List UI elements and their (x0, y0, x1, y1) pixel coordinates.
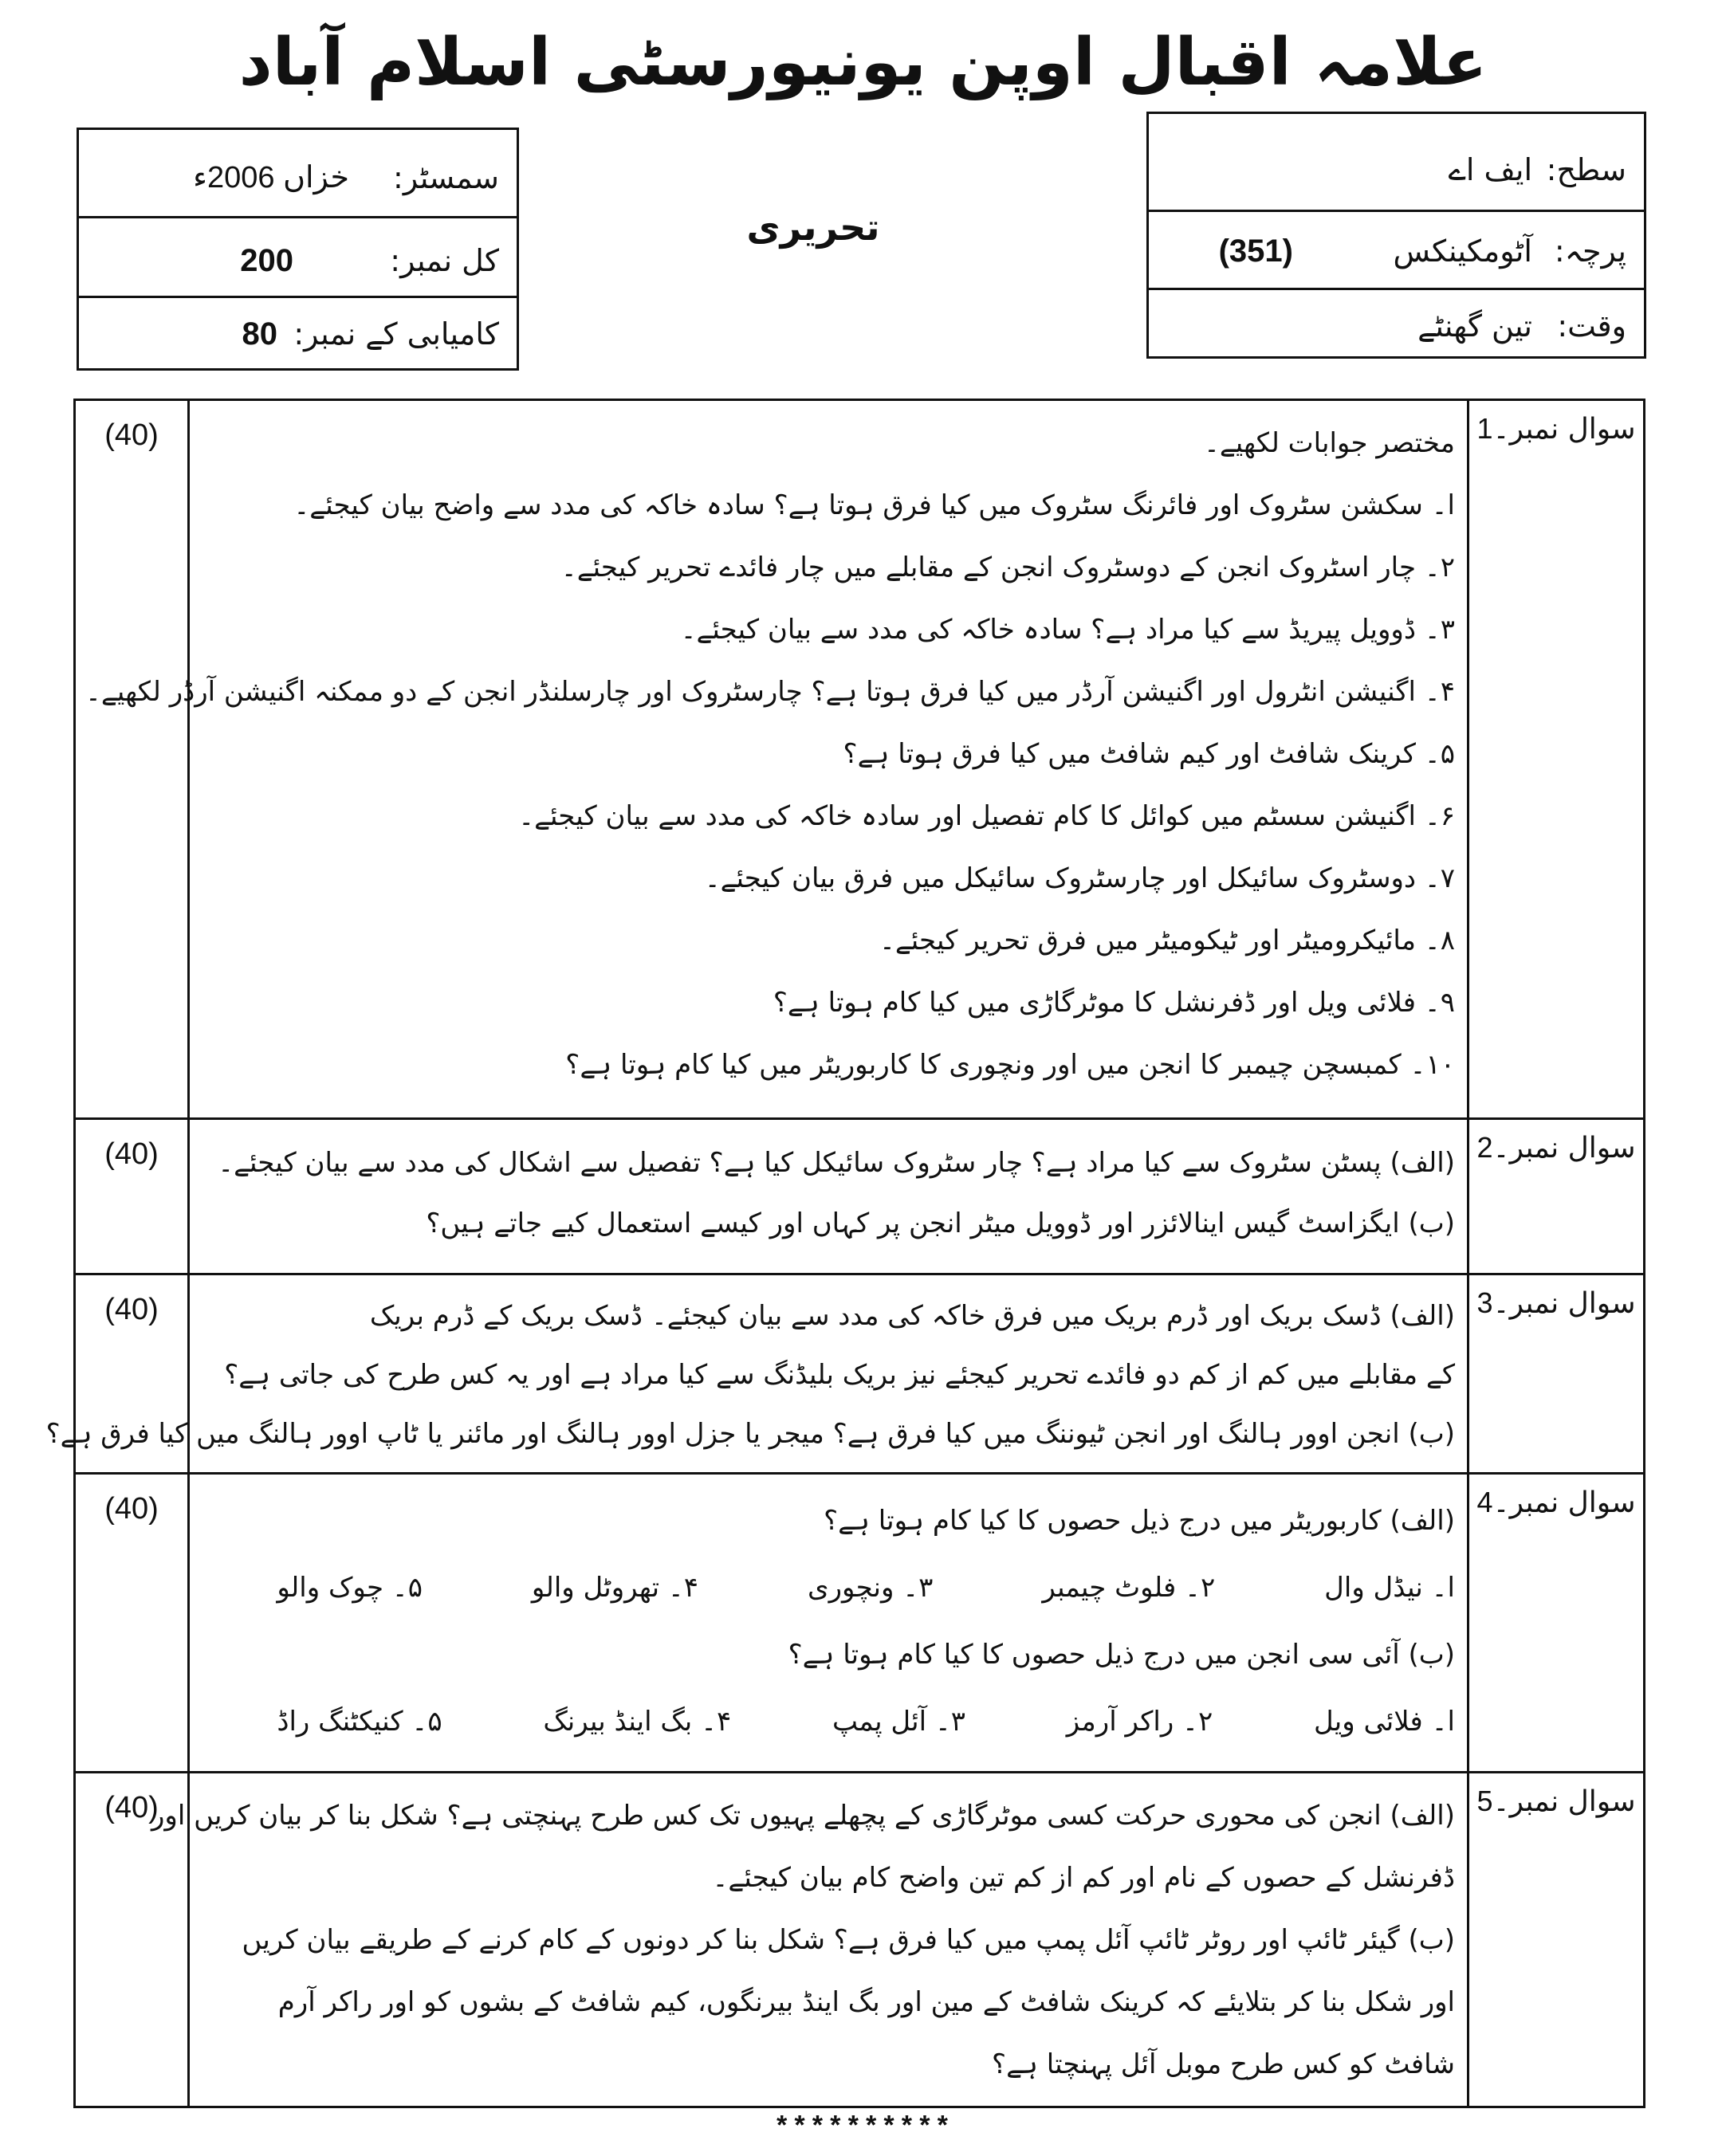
semester-label: سمسٹر: (393, 160, 499, 195)
end-of-paper-stars: ********** (773, 2114, 953, 2144)
question-label-text: سوال نمبر۔ (1492, 1785, 1636, 1818)
pass-marks-row (79, 310, 517, 366)
question-number: 2 (1476, 1131, 1493, 1164)
paper-code: (351) (1218, 234, 1293, 269)
question-label (1469, 412, 1643, 446)
sub-question: ۴۔ اگنیشن انٹرول اور اگنیشن آرڈر میں کیا فرق ہوتا ہے؟ چارسٹروک اور چارسلنڈر انجن کے دو ممکنہ اگنیشن آرڈر لکھیے۔ (85, 676, 1455, 708)
question-body (151, 1785, 1455, 2095)
time-row (1149, 302, 1644, 358)
question-label (1469, 1131, 1643, 1164)
question-row-3 (45, 1275, 1643, 1475)
paper-label: پرچہ: (1554, 234, 1626, 269)
question-marks: (40) (104, 1791, 159, 1824)
pass-marks-label: کامیابی کے نمبر: (293, 316, 499, 351)
option-item: ۴۔ بگ اینڈ بیرنگ (543, 1706, 732, 1738)
sub-question: ا۔ سکشن سٹروک اور فائرنگ سٹروک میں کیا فرق ہوتا ہے؟ سادہ خاکہ کی مدد سے واضح بیان کیجئے۔ (293, 489, 1455, 521)
sub-question: ۵۔ کرینک شافٹ اور کیم شافٹ میں کیا فرق ہوتا ہے؟ (843, 738, 1455, 770)
semester-value: خزاں 2006ء (193, 161, 349, 194)
sub-question: (الف) ڈسک بریک اور ڈرم بریک میں فرق خاکہ کی مدد سے بیان کیجئے۔ ڈسک بریک کے ڈرم بریک (369, 1300, 1455, 1332)
question-body (202, 1487, 1455, 1755)
option-item: ۲۔ فلوٹ چیمبر (1042, 1572, 1216, 1604)
question-marks: (40) (104, 1293, 159, 1326)
sub-question: (ب) آئی سی انجن میں درج ذیل حصوں کا کیا کام ہوتا ہے؟ (788, 1639, 1455, 1671)
question-body (202, 1133, 1455, 1254)
sub-question: (ب) انجن اوور ہالنگ اور انجن ٹیوننگ میں کیا فرق ہے؟ میجر یا جزل اوور ہالنگ اور مائنر یا ٹاپ اوور ہالنگ میں کیا فرق ہے؟ (45, 1418, 1455, 1450)
level-label: سطح: (1546, 152, 1626, 187)
sub-question: (الف) کاربوریٹر میں درج ذیل حصوں کا کیا کام ہوتا ہے؟ (824, 1505, 1455, 1537)
question-marks: (40) (104, 418, 159, 452)
question-label (1469, 1486, 1643, 1519)
question-row-5 (76, 1773, 1643, 2106)
sub-question: ۲۔ چار اسٹروک انجن کے دوسٹروک انجن کے مقابلے میں چار فائدے تحریر کیجئے۔ (560, 552, 1455, 583)
paper-row (1149, 227, 1644, 283)
option-item: ۵۔ کنیکٹنگ راڈ (277, 1706, 442, 1738)
option-item: ا۔ نیڈل وال (1324, 1572, 1455, 1604)
total-marks-label: کل نمبر: (390, 243, 499, 278)
sub-question: کے مقابلے میں کم از کم دو فائدے تحریر کیجئے نیز بریک بلیڈنگ سے کیا مراد ہے اور یہ کس طرح کی جاتی ہے؟ (224, 1359, 1455, 1391)
level-value: ایف اے (1448, 152, 1532, 187)
option-item: ۴۔ تھروٹل والو (531, 1572, 699, 1604)
level-row (1149, 146, 1644, 202)
sub-question: (الف) انجن کی محوری حرکت کسی موٹرگاڑی کے پچھلے پہیوں تک کس طرح پہنچتی ہے؟ شکل بنا کر بیان کریں اور (151, 1800, 1455, 1832)
question-label (1469, 1785, 1643, 1818)
paper-info-box (1146, 112, 1646, 359)
sub-question: (ب) گیئر ٹائپ اور روٹر ٹائپ آئل پمپ میں کیا فرق ہے؟ شکل بنا کر دونوں کے کام کرنے کے طریقے بیان کریں (242, 1924, 1455, 1956)
university-title: علامہ اقبال اوپن یونیورسٹی اسلام آباد (238, 25, 1488, 100)
sub-question: اور شکل بنا کر بتلایئے کہ کرینک شافٹ کے مین اور بگ اینڈ بیرنگوں، کیم شافٹ کے بشوں کو اور راکر آرم (277, 1986, 1455, 2018)
sub-question: شافٹ کو کس طرح موبل آئل پہنچتا ہے؟ (992, 2048, 1455, 2080)
question-label (1469, 1286, 1643, 1320)
question-number: 5 (1476, 1785, 1493, 1817)
semester-row (79, 154, 517, 210)
sub-question: ۱۰۔ کمبسچن چیمبر کا انجن میں اور ونچوری کا کاربوریٹر میں کیا کام ہوتا ہے؟ (565, 1049, 1455, 1081)
total-marks-value: 200 (240, 243, 293, 278)
question-number: 3 (1476, 1286, 1493, 1319)
question-label-text: سوال نمبر۔ (1492, 1132, 1636, 1164)
question-number: 1 (1476, 412, 1493, 445)
option-item: ۲۔ راکر آرمز (1066, 1706, 1213, 1738)
sub-question: ۸۔ مائیکرومیٹر اور ٹیکومیٹر میں فرق تحریر کیجئے۔ (879, 925, 1455, 956)
sub-question: ۹۔ فلائی ویل اور ڈفرنشل کا موٹرگاڑی میں کیا کام ہوتا ہے؟ (773, 987, 1455, 1019)
question-label-text: سوال نمبر۔ (1492, 1287, 1636, 1320)
time-value: تین گھنٹے (1417, 308, 1532, 344)
sub-question: ۶۔ اگنیشن سسٹم میں کوائل کا کام تفصیل اور سادہ خاکہ کی مدد سے بیان کیجئے۔ (518, 800, 1455, 832)
question-row-1 (76, 401, 1643, 1120)
question-label-text: سوال نمبر۔ (1492, 1486, 1636, 1519)
option-item: ۳۔ ونچوری (808, 1572, 934, 1604)
sub-question: (ب) ایگزاسٹ گیس اینالائزر اور ڈوویل میٹر انجن پر کہاں اور کیسے استعمال کیے جاتے ہیں؟ (426, 1208, 1455, 1239)
question-row-4 (76, 1475, 1643, 1773)
question-label-text: سوال نمبر۔ (1492, 413, 1636, 446)
sub-question: ۳۔ ڈوویل پیریڈ سے کیا مراد ہے؟ سادہ خاکہ کی مدد سے بیان کیجئے۔ (680, 614, 1455, 646)
pass-marks-value: 80 (242, 316, 277, 351)
option-item: ۵۔ چوک والو (277, 1572, 423, 1604)
option-item: ۳۔ آئل پمپ (832, 1706, 966, 1738)
questions-table (45, 399, 1645, 2108)
paper-value: آٹومکینکس (1393, 234, 1532, 269)
sub-question: (الف) پسٹن سٹروک سے کیا مراد ہے؟ چار سٹروک سائیکل کیا ہے؟ تفصیل سے اشکال کی مدد سے بیان کیجئے۔ (218, 1147, 1455, 1179)
question-number: 4 (1476, 1486, 1493, 1518)
options-list-a (277, 1554, 1455, 1621)
total-marks-row (79, 237, 517, 293)
exam-type: تحریری (746, 206, 880, 249)
exam-info-box (77, 128, 519, 371)
question-marks: (40) (104, 1492, 159, 1526)
question-marks: (40) (104, 1137, 159, 1171)
option-item: ا۔ فلائی ویل (1314, 1706, 1455, 1738)
sub-question: ڈفرنشل کے حصوں کے نام اور کم از کم تین واضح کام بیان کیجئے۔ (712, 1862, 1455, 1894)
sub-question: ۷۔ دوسٹروک سائیکل اور چارسٹروک سائیکل میں فرق بیان کیجئے۔ (704, 862, 1455, 894)
question-row-2 (76, 1120, 1643, 1275)
options-list-b (277, 1688, 1455, 1755)
question-intro: مختصر جوابات لکھیے۔ (1203, 427, 1455, 459)
time-label: وقت: (1557, 308, 1626, 344)
